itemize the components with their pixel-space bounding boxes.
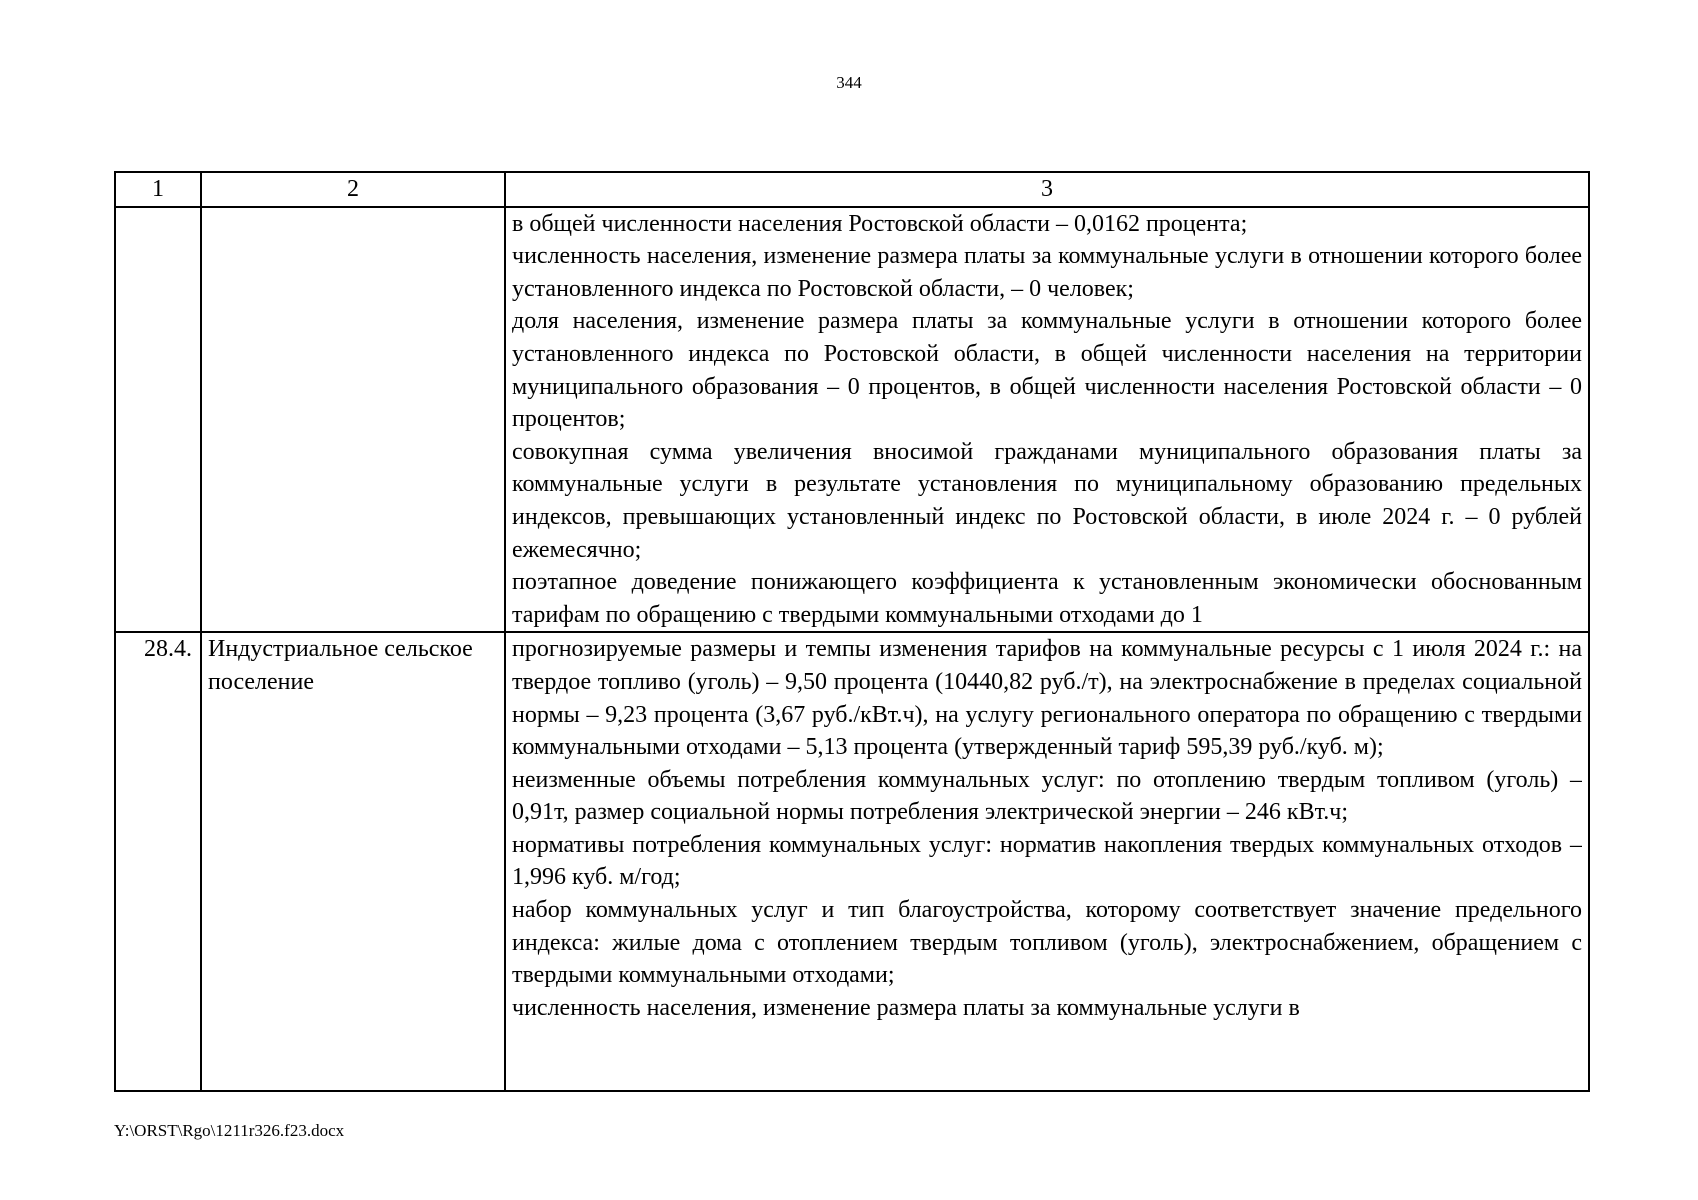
- page-number: 344: [836, 73, 862, 92]
- paragraph: неизменные объемы потребления коммунальных услуг: по отоплению твердым топливом (уголь) – 0,91т, размер социальной нормы потребления электрической энергии – 246 кВт.ч;: [512, 766, 1582, 826]
- row-number: [115, 207, 201, 633]
- paragraph: нормативы потребления коммунальных услуг: норматив накопления твердых коммунальных отходов – 1,996 куб. м/год;: [512, 831, 1582, 891]
- paragraph: совокупная сумма увеличения вносимой гражданами муниципального образования платы за коммунальные услуги в результате установления по муниципальному образованию предельных индексов, превышающих установленный индекс по Ростовской области, в июле 2024 г. – 0 рублей ежемесячно;: [512, 438, 1582, 563]
- table-row-continued: [115, 207, 1589, 633]
- row-description-content: [512, 633, 1582, 1090]
- header-col-2: 2: [201, 172, 505, 207]
- paragraph: численность населения, изменение размера платы за коммунальные услуги в: [512, 994, 1300, 1021]
- row-description: [505, 632, 1589, 1091]
- row-name: Индустриальное сельское поселение: [201, 632, 505, 1091]
- paragraph: доля населения, изменение размера платы за коммунальные услуги в отношении которого более установленного индекса по Ростовской области, в общей численности населения на территории муниципального образования – 0 процентов, в общей численности населения Ростовской области – 0 процентов;: [512, 308, 1582, 433]
- header-col-3: 3: [505, 172, 1589, 207]
- row-number: 28.4.: [115, 632, 201, 1091]
- footer-file-path: Y:\ORST\Rgo\1211r326.f23.docx: [114, 1121, 345, 1140]
- row-name: [201, 207, 505, 633]
- paragraph: прогнозируемые размеры и темпы изменения тарифов на коммунальные ресурсы с 1 июля 2024 г.: на твердое топливо (уголь) – 9,50 процента (10440,82 руб./т), на электроснабжение в пределах социальной нормы – 9,23 процента (3,67 руб./кВт.ч), на услугу регионального оператора по обращению с твердыми коммунальными отходами – 5,13 процента (утвержденный тариф 595,39 руб./куб. м);: [512, 636, 1582, 761]
- row-description: [505, 207, 1589, 633]
- paragraph: в общей численности населения Ростовской области – 0,0162 процента;: [512, 210, 1248, 237]
- paragraph: набор коммунальных услуг и тип благоустройства, которому соответствует значение предельного индекса: жилые дома с отоплением твердым топливом (уголь), электроснабжением, обращением с твердыми коммунальными отходами;: [512, 897, 1582, 989]
- header-col-1: 1: [115, 172, 201, 207]
- paragraph: поэтапное доведение понижающего коэффициента к установленным экономически обоснованным тарифам по обращению с твердыми коммунальными отходами до 1: [512, 569, 1582, 628]
- table-row-28-4: [115, 632, 1589, 1091]
- table-header-row: [115, 172, 1589, 207]
- paragraph: численность населения, изменение размера платы за коммунальные услуги в отношении которого более установленного индекса по Ростовской области, – 0 человек;: [512, 243, 1582, 302]
- document-table: [114, 171, 1590, 1092]
